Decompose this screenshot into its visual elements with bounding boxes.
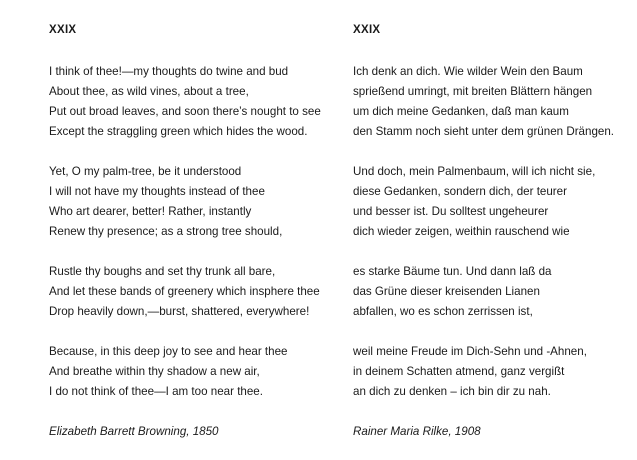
- stanza: [353, 262, 637, 322]
- poem-line: in deinem Schatten atmend, ganz vergißt: [353, 365, 565, 378]
- poem-line: abfallen, wo es schon zerrissen ist,: [353, 305, 533, 318]
- stanza: [353, 162, 637, 242]
- poem-line: Rustle thy boughs and set thy trunk all bare,: [49, 265, 276, 278]
- stanza: [49, 62, 349, 142]
- poem-line: das Grüne dieser kreisenden Lianen: [353, 285, 540, 298]
- english-poem: [49, 22, 349, 442]
- poem-line: Drop heavily down,—burst, shattered, everywhere!: [49, 305, 310, 318]
- stanza: [353, 342, 637, 402]
- poem-line: Ich denk an dich. Wie wilder Wein den Baum: [353, 65, 583, 78]
- poem-line: den Stamm noch sieht unter dem grünen Drängen.: [353, 125, 615, 138]
- poem-line: I think of thee!—my thoughts do twine and bud: [49, 65, 289, 78]
- poem-line: Und doch, mein Palmenbaum, will ich nicht sie,: [353, 165, 596, 178]
- poem-line: dich wieder zeigen, weithin rauschend wie: [353, 225, 570, 238]
- poem-heading: XXIX: [49, 24, 77, 36]
- poem-line: Yet, O my palm-tree, be it understood: [49, 165, 242, 178]
- poem-line: Because, in this deep joy to see and hear thee: [49, 345, 288, 358]
- poem-line: an dich zu denken – ich bin dir zu nah.: [353, 385, 551, 398]
- stanza: [49, 262, 349, 322]
- poem-line: Renew thy presence; as a strong tree should,: [49, 225, 283, 238]
- poem-line: And breathe within thy shadow a new air,: [49, 365, 260, 378]
- poem-line: Except the straggling green which hides the wood.: [49, 125, 308, 138]
- poem-line: Who art dearer, better! Rather, instantly: [49, 205, 252, 218]
- german-poem: [353, 22, 637, 442]
- poem-line: weil meine Freude im Dich-Sehn und -Ahnen,: [353, 345, 587, 358]
- poem-attribution: Rainer Maria Rilke, 1908: [353, 425, 481, 438]
- poem-line: And let these bands of greenery which insphere thee: [49, 285, 320, 298]
- poem-line: und besser ist. Du solltest ungeheurer: [353, 205, 549, 218]
- poem-line: About thee, as wild vines, about a tree,: [49, 85, 249, 98]
- poem-line: um dich meine Gedanken, daß man kaum: [353, 105, 569, 118]
- poem-line: diese Gedanken, sondern dich, der teurer: [353, 185, 567, 198]
- stanza: [49, 162, 349, 242]
- poem-line: I do not think of thee—I am too near thee.: [49, 385, 263, 398]
- poem-attribution: Elizabeth Barrett Browning, 1850: [49, 425, 219, 438]
- poem-line: sprießend umringt, mit breiten Blättern hängen: [353, 85, 593, 98]
- stanza: [353, 62, 637, 142]
- poem-line: es starke Bäume tun. Und dann laß da: [353, 265, 552, 278]
- poem-heading: XXIX: [353, 24, 381, 36]
- poem-line: Put out broad leaves, and soon there’s nought to see: [49, 105, 321, 118]
- stanza: [49, 342, 349, 402]
- poem-line: I will not have my thoughts instead of thee: [49, 185, 265, 198]
